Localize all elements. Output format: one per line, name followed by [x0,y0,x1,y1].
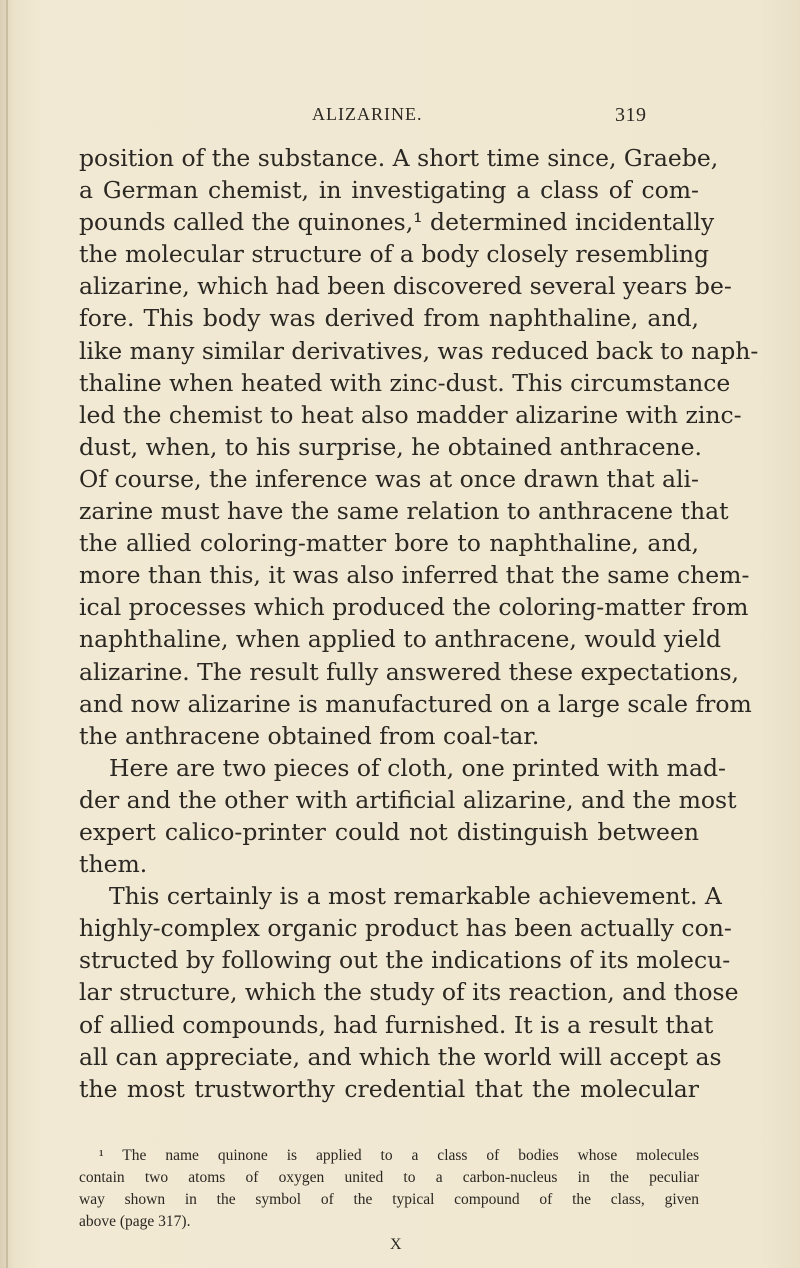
text-line: dust, when, to his surprise, he obtained anthracene. [79,432,703,461]
text-line: pounds called the quinones,¹ determined incidentally [79,208,715,237]
text-line: like many similar derivatives, was reduced back to naph- [79,336,759,365]
page-header [80,104,720,134]
text-line: the most trustworthy credential that the molecular [79,1074,699,1103]
text-line: the molecular structure of a body closely resembling [79,240,710,269]
text-line: zarine must have the same relation to anthracene that [79,497,729,526]
signature-mark: X [390,1236,402,1253]
footnote-line: way shown in the symbol of the typical compound of the class, given [79,1191,699,1208]
text-line: more than this, it was also inferred that the same chem- [79,561,750,590]
binding-gutter [6,0,8,1268]
text-line: naphthaline, when applied to anthracene, would yield [79,625,722,654]
text-line: all can appreciate, and which the world will accept as [79,1042,722,1071]
text-line: lar structure, which the study of its reaction, and those [79,978,739,1007]
text-line: the allied coloring-matter bore to naphthaline, and, [79,529,699,558]
text-line: expert calico-printer could not distinguish between [79,817,699,846]
text-line: structed by following out the indications of its molecu- [79,946,731,975]
text-line: thaline when heated with zinc-dust. This circumstance [79,368,731,397]
text-line: highly-complex organic product has been actually con- [79,914,732,943]
body-text [79,142,759,1105]
text-line: the anthracene obtained from coal-tar. [79,721,540,750]
footnote [79,1145,699,1233]
text-line: led the chemist to heat also madder alizarine with zinc- [79,400,742,429]
footnote-line: contain two atoms of oxygen united to a carbon-nucleus in the peculiar [79,1169,699,1186]
text-line: ical processes which produced the coloring-matter from [79,593,749,622]
text-line: fore. This body was derived from naphthaline, and, [79,304,699,333]
footnote-line: above (page 317). [79,1213,191,1230]
text-line: alizarine, which had been discovered several years be- [79,272,732,301]
footnote-line: ¹ The name quinone is applied to a class of bodies whose molecules [99,1147,699,1164]
text-line: them. [79,850,148,879]
page-number: 319 [615,104,647,126]
text-line: This certainly is a most remarkable achievement. A [109,882,722,911]
text-line: position of the substance. A short time since, Graebe, [79,144,719,172]
text-line: and now alizarine is manufactured on a large scale from [79,689,752,718]
text-line: a German chemist, in investigating a class of com- [79,176,699,205]
text-line: alizarine. The result fully answered these expectations, [79,657,740,686]
running-head: ALIZARINE. [312,104,423,124]
text-line: of allied compounds, had furnished. It is a result that [79,1010,714,1039]
text-line: der and the other with artificial alizarine, and the most [79,785,737,814]
text-line: Here are two pieces of cloth, one printed with mad- [109,753,726,782]
text-line: Of course, the inference was at once drawn that ali- [79,464,699,493]
